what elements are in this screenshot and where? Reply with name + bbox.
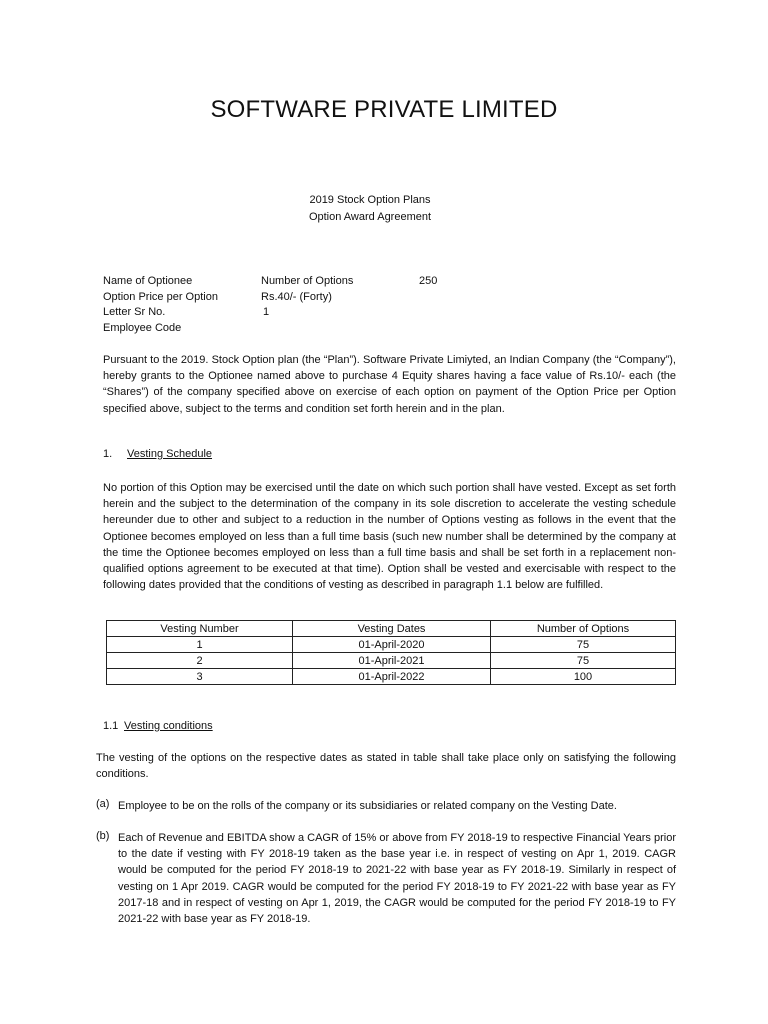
table-cell: 01-April-2022 bbox=[293, 669, 491, 685]
table-cell: 75 bbox=[491, 637, 676, 653]
section-1-heading: Vesting Schedule bbox=[127, 448, 213, 460]
section-1-number: 1. bbox=[103, 448, 113, 460]
table-row bbox=[107, 637, 676, 653]
table-cell: 100 bbox=[491, 669, 676, 685]
agreement-title: Option Award Agreement bbox=[308, 211, 432, 223]
number-of-options-value: 250 bbox=[419, 275, 438, 287]
table-cell: 01-April-2021 bbox=[293, 653, 491, 669]
table-cell: 3 bbox=[107, 669, 293, 685]
table-header-cell: Number of Options bbox=[491, 621, 676, 637]
vesting-conditions-paragraph: The vesting of the options on the respective dates as stated in table shall take place only on satisfying the following conditions. bbox=[96, 752, 676, 781]
table-cell: 1 bbox=[107, 637, 293, 653]
table-header-cell: Vesting Number bbox=[107, 621, 293, 637]
name-of-optionee-label: Name of Optionee bbox=[103, 275, 193, 287]
condition-b-text: Each of Revenue and EBITDA show a CAGR of 15% or above from FY 2018-19 to respective Financial Years prior to the date if vesting with FY 2018-19 taken as the base year i.e. in respect of vesting on Apr 1, 2019. CAGR would be computed for the period FY 2018-19 to 2021-22 with base year as FY 2018-19. Similarly in respect of vesting on 1 Apr 2019. CAGR would be computed for the period FY 2018-19 to FY 2021-22 with base year as FY 2017-18 and in respect of vesting on Apr 1, 2019, the CAGR would be computed for the period FY 2018-19 to FY 2021-22 with base year as FY 2018-19. bbox=[118, 832, 676, 926]
table-header-row bbox=[107, 621, 676, 637]
table-row bbox=[107, 669, 676, 685]
table-header-cell: Vesting Dates bbox=[293, 621, 491, 637]
condition-a-text: Employee to be on the rolls of the company or its subsidiaries or related company on the Vesting Date. bbox=[118, 800, 617, 812]
intro-paragraph: Pursuant to the 2019. Stock Option plan (the “Plan”). Software Private Limiyted, an Indian Company (the “Company”), hereby grants to the Optionee named above to purchase 4 Equity shares having a face value of Rs.10/- each (the “Shares”) of the company specified above on exercise of each option on payment of the Option Price per Option specified above, subject to the terms and condition set forth herein and in the plan. bbox=[103, 354, 676, 415]
condition-b-label: (b) bbox=[96, 830, 110, 842]
vesting-table bbox=[106, 620, 676, 685]
table-row bbox=[107, 653, 676, 669]
section-1-1-heading: Vesting conditions bbox=[124, 720, 213, 732]
plan-title: 2019 Stock Option Plans bbox=[309, 194, 431, 206]
option-price-value: Rs.40/- (Forty) bbox=[261, 291, 332, 303]
option-price-label: Option Price per Option bbox=[103, 291, 218, 303]
condition-a-label: (a) bbox=[96, 798, 110, 810]
table-cell: 2 bbox=[107, 653, 293, 669]
table-cell: 01-April-2020 bbox=[293, 637, 491, 653]
employee-code-label: Employee Code bbox=[103, 322, 182, 334]
vesting-schedule-paragraph: No portion of this Option may be exercised until the date on which such portion shall have vested. Except as set forth herein and the subject to the determination of the company in its sole discretion to accelerate the vesting schedule hereunder due to other and subject to a reduction in the number of Options vesting as follows in the event that the Optionee becomes employed on less than a full time basis (such new number shall be determined by the company at the time the Optionee becomes employed on less than a full time basis and shall be set forth in a replacement non-qualified options agreement to be executed at that time). Option shall be vested and exercisable with respect to the following dates provided that the conditions of vesting as described in paragraph 1.1 below are fulfilled. bbox=[103, 482, 676, 592]
letter-sr-no-label: Letter Sr No. bbox=[103, 306, 166, 318]
section-1-1-number: 1.1 bbox=[103, 720, 119, 732]
company-title: SOFTWARE PRIVATE LIMITED bbox=[210, 96, 558, 123]
letter-sr-no-value: 1 bbox=[263, 306, 270, 318]
table-cell: 75 bbox=[491, 653, 676, 669]
number-of-options-label: Number of Options bbox=[261, 275, 354, 287]
